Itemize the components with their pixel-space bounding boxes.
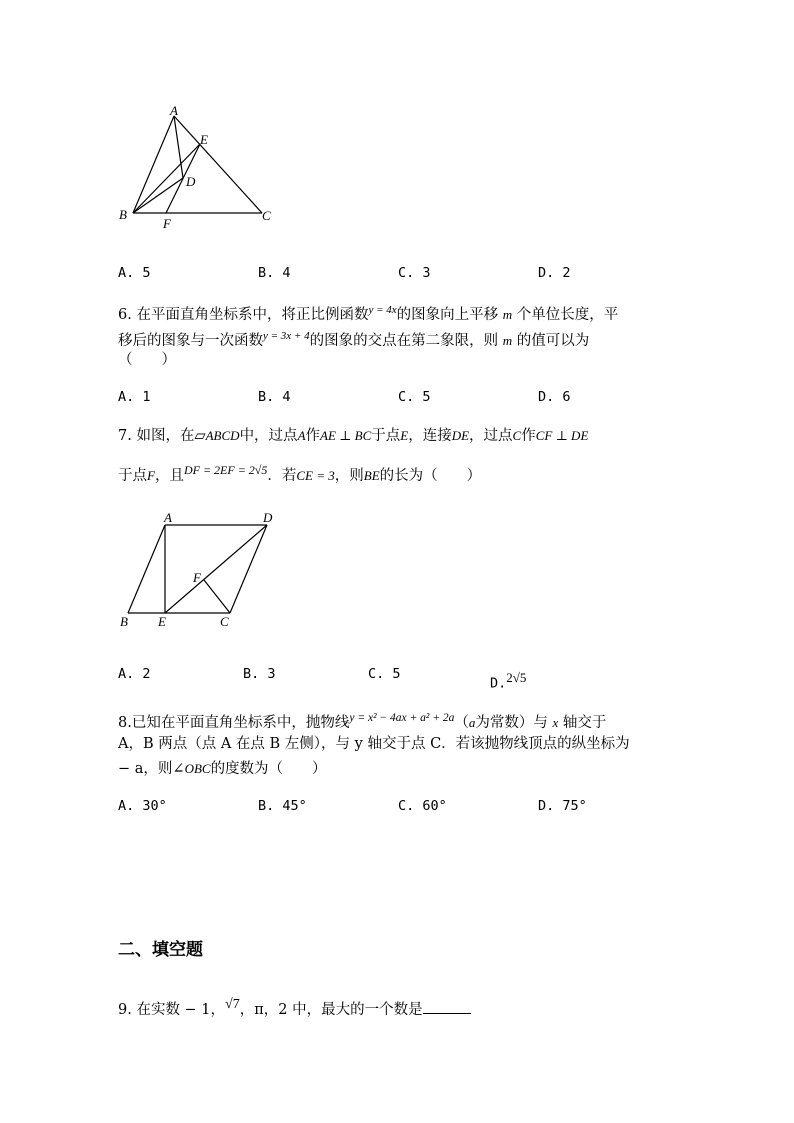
- q8-line-3: − a，则∠OBC的度数为（ ）: [118, 761, 327, 777]
- parallelogram-icon: ▱: [194, 428, 206, 444]
- q7-option-c: C. 5: [368, 666, 401, 682]
- q7-line-2: 于点F，且$^{DF = 2EF = 2√5}$．若CE = 3，则BE的长为（ ）: [118, 463, 482, 484]
- segment-ed: [165, 525, 267, 613]
- q6-line-1: 6. 在平面直角坐标系中，将正比例函数$^{y = 4x}$的图象向上平移 m 个单位长度，平: [118, 304, 619, 323]
- q8-expr-parabola: y = x² − 4ax + a² + 2a: [349, 712, 455, 724]
- q7-expr-df: DF = 2EF = 2√5: [183, 463, 268, 477]
- q6-expr-y4x: y = 4x: [368, 304, 397, 316]
- label-b: B: [119, 207, 127, 222]
- q6-option-c: C. 5: [398, 389, 431, 405]
- segment-dc: [230, 525, 267, 613]
- q8-option-a: A. 30°: [118, 798, 167, 814]
- label-c: C: [220, 614, 229, 629]
- q6-option-b: B. 4: [258, 389, 291, 405]
- q6-expr-y3x4: y = 3x + 4: [263, 330, 310, 342]
- q6-option-a: A. 1: [118, 389, 151, 405]
- segment-ab: [128, 525, 165, 613]
- label-b: B: [120, 614, 128, 629]
- q7-option-b: B. 3: [243, 666, 276, 682]
- label-e: E: [200, 132, 208, 147]
- segment-cf: [204, 580, 230, 613]
- label-d: D: [186, 174, 196, 189]
- q6-line-2: 移后的图象与一次函数$^{y = 3x + 4}$的图象的交点在第二象限，则 m 的值可以为: [118, 330, 590, 349]
- q8-option-b: B. 45°: [258, 798, 307, 814]
- label-e: E: [158, 614, 166, 629]
- q5-option-a: A. 5: [118, 265, 151, 281]
- q7-line-1: 7. 如图，在▱ABCD中，过点A作AE ⊥ BC于点E，连接DE，过点C作CF ⊥ DE: [118, 428, 589, 444]
- label-c: C: [262, 208, 271, 223]
- q8-option-d: D. 75°: [538, 798, 587, 814]
- q8-line-1: 8.已知在平面直角坐标系中，抛物线$^{y = x^2 - 4ax + a^2 + 2a}$（a为常数）与 x 轴交于: [118, 712, 607, 731]
- q5-option-c: C. 3: [398, 265, 431, 281]
- label-d: D: [263, 510, 273, 525]
- label-a: A: [164, 510, 172, 525]
- q8-option-c: C. 60°: [398, 798, 447, 814]
- label-a: A: [170, 103, 178, 118]
- q9-sqrt7: √7: [225, 997, 240, 1012]
- segment-ac: [174, 116, 262, 213]
- answer-blank[interactable]: [423, 999, 471, 1014]
- q7-option-d-expr: 2√5: [506, 670, 527, 685]
- figure-parallelogram: [112, 505, 287, 635]
- label-f: F: [193, 570, 201, 585]
- q7-option-d: D.$^{2√5}$: [490, 670, 527, 692]
- label-f: F: [163, 216, 171, 231]
- section-title: 二、填空题: [118, 940, 203, 960]
- q5-option-b: B. 4: [258, 265, 291, 281]
- q8-line-2: A，B 两点（点 A 在点 B 左侧），与 y 轴交于点 C．若该抛物线顶点的纵坐标为: [118, 736, 630, 752]
- figure-triangle: [112, 100, 292, 235]
- q7-option-a: A. 2: [118, 666, 151, 682]
- q5-option-d: D. 2: [538, 265, 571, 281]
- q6-answer-paren: （ ）: [118, 352, 176, 368]
- q6-option-d: D. 6: [538, 389, 571, 405]
- q9-line: 9. 在实数 − 1，$^{√7}$，π，2 中，最大的一个数是: [118, 995, 471, 1020]
